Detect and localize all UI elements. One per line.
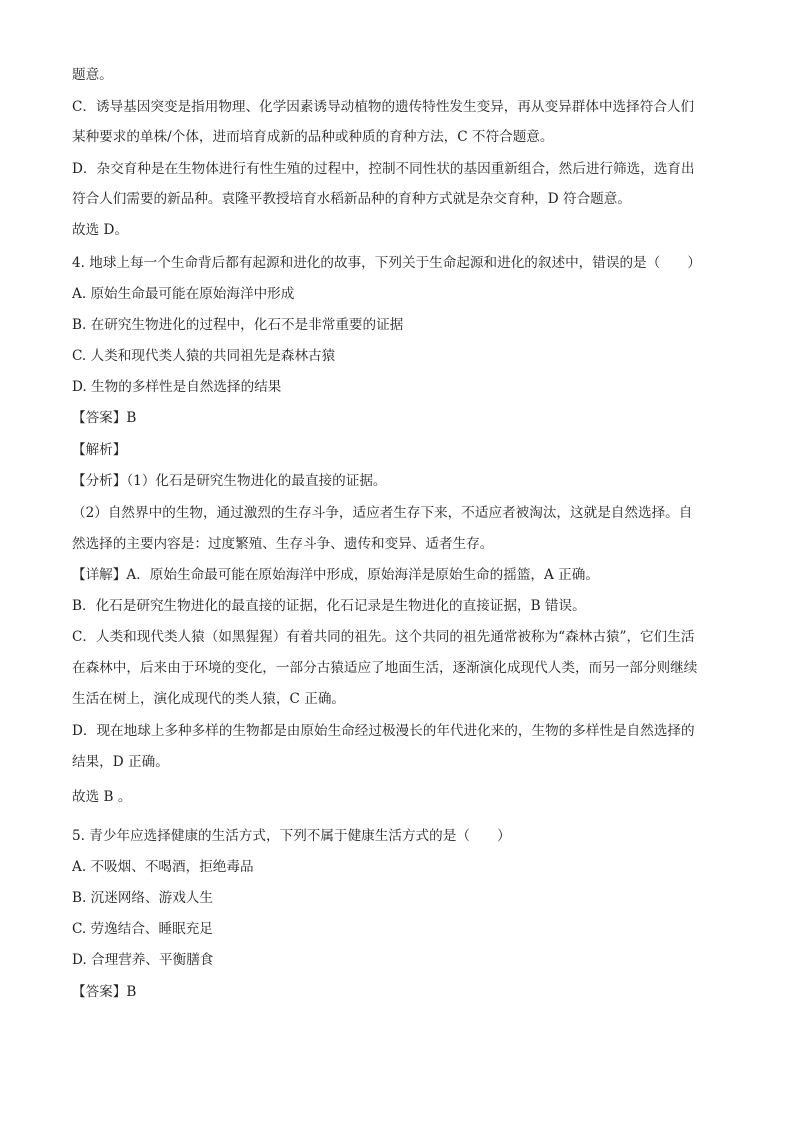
text-line: D．现在地球上多种多样的生物都是由原始生命经过极漫长的年代进化来的，生物的多样性是自然选择的 — [72, 723, 695, 739]
question-stem: 5. 青少年应选择健康的生活方式，下列不属于健康生活方式的是（ ） — [72, 828, 511, 844]
text-line: 故选 B 。 — [72, 789, 132, 805]
text-line: 在森林中，后来由于环境的变化，一部分古猿适应了地面生活，逐渐演化成现代人类，而另一部分则继续 — [72, 660, 698, 676]
option-b: B. 在研究生物进化的过程中，化石不是非常重要的证据 — [72, 317, 404, 333]
text-line: C．诱导基因突变是指用物理、化学因素诱导动植物的遗传特性发生变异，再从变异群体中选择符合人们 — [72, 99, 695, 115]
text-line: 【详解】A．原始生命最可能在原始海洋中形成，原始海洋是原始生命的摇篮，A 正确。 — [72, 567, 599, 583]
option-d: D. 合理营养、平衡膳食 — [72, 952, 214, 968]
text-line: 结果，D 正确。 — [72, 754, 169, 770]
text-line: B．化石是研究生物进化的最直接的证据，化石记录是生物进化的直接证据，B 错误。 — [72, 598, 586, 614]
text-line: 符合人们需要的新品种。袁隆平教授培育水稻新品种的育种方式就是杂交育种，D 符合题意。 — [72, 191, 631, 207]
text-line: （2）自然界中的生物，通过激烈的生存斗争，适应者生存下来，不适应者被淘汰，这就是自然选择。自 — [72, 505, 693, 521]
answer-line: 【答案】B — [72, 410, 137, 426]
text-line: 故选 D。 — [72, 222, 129, 238]
text-line: 生活在树上，演化成现代的类人猿，C 正确。 — [72, 691, 346, 707]
answer-line: 【答案】B — [72, 984, 137, 1000]
question-stem: 4. 地球上每一个生命背后都有起源和进化的故事，下列关于生命起源和进化的叙述中，错误的是（ ） — [72, 255, 702, 271]
text-line: 然选择的主要内容是：过度繁殖、生存斗争、遗传和变异、适者生存。 — [72, 536, 494, 552]
text-line: 题意。 — [72, 67, 113, 83]
text-line: 某种要求的单株/个体，进而培育成新的品种或种质的育种方法，C 不符合题意。 — [72, 129, 554, 145]
option-c: C. 人类和现代类人猿的共同祖先是森林古猿 — [72, 348, 336, 364]
option-a: A. 原始生命最可能在原始海洋中形成 — [72, 286, 295, 302]
option-a: A. 不吸烟、不喝酒，拒绝毒品 — [72, 859, 254, 875]
option-b: B. 沉迷网络、游戏人生 — [72, 890, 213, 906]
text-line: C．人类和现代类人猿（如黑猩猩）有着共同的祖先。这个共同的祖先通常被称为“森林古猿”，它们生活 — [72, 629, 695, 645]
option-d: D. 生物的多样性是自然选择的结果 — [72, 379, 282, 395]
analysis-heading: 【解析】 — [72, 442, 127, 458]
text-line: D．杂交育种是在生物体进行有性生殖的过程中，控制不同性状的基因重新组合，然后进行筛选，选育出 — [72, 161, 695, 177]
option-c: C. 劳逸结合、睡眠充足 — [72, 921, 213, 937]
text-line: 【分析】（1）化石是研究生物进化的最直接的证据。 — [72, 473, 387, 489]
